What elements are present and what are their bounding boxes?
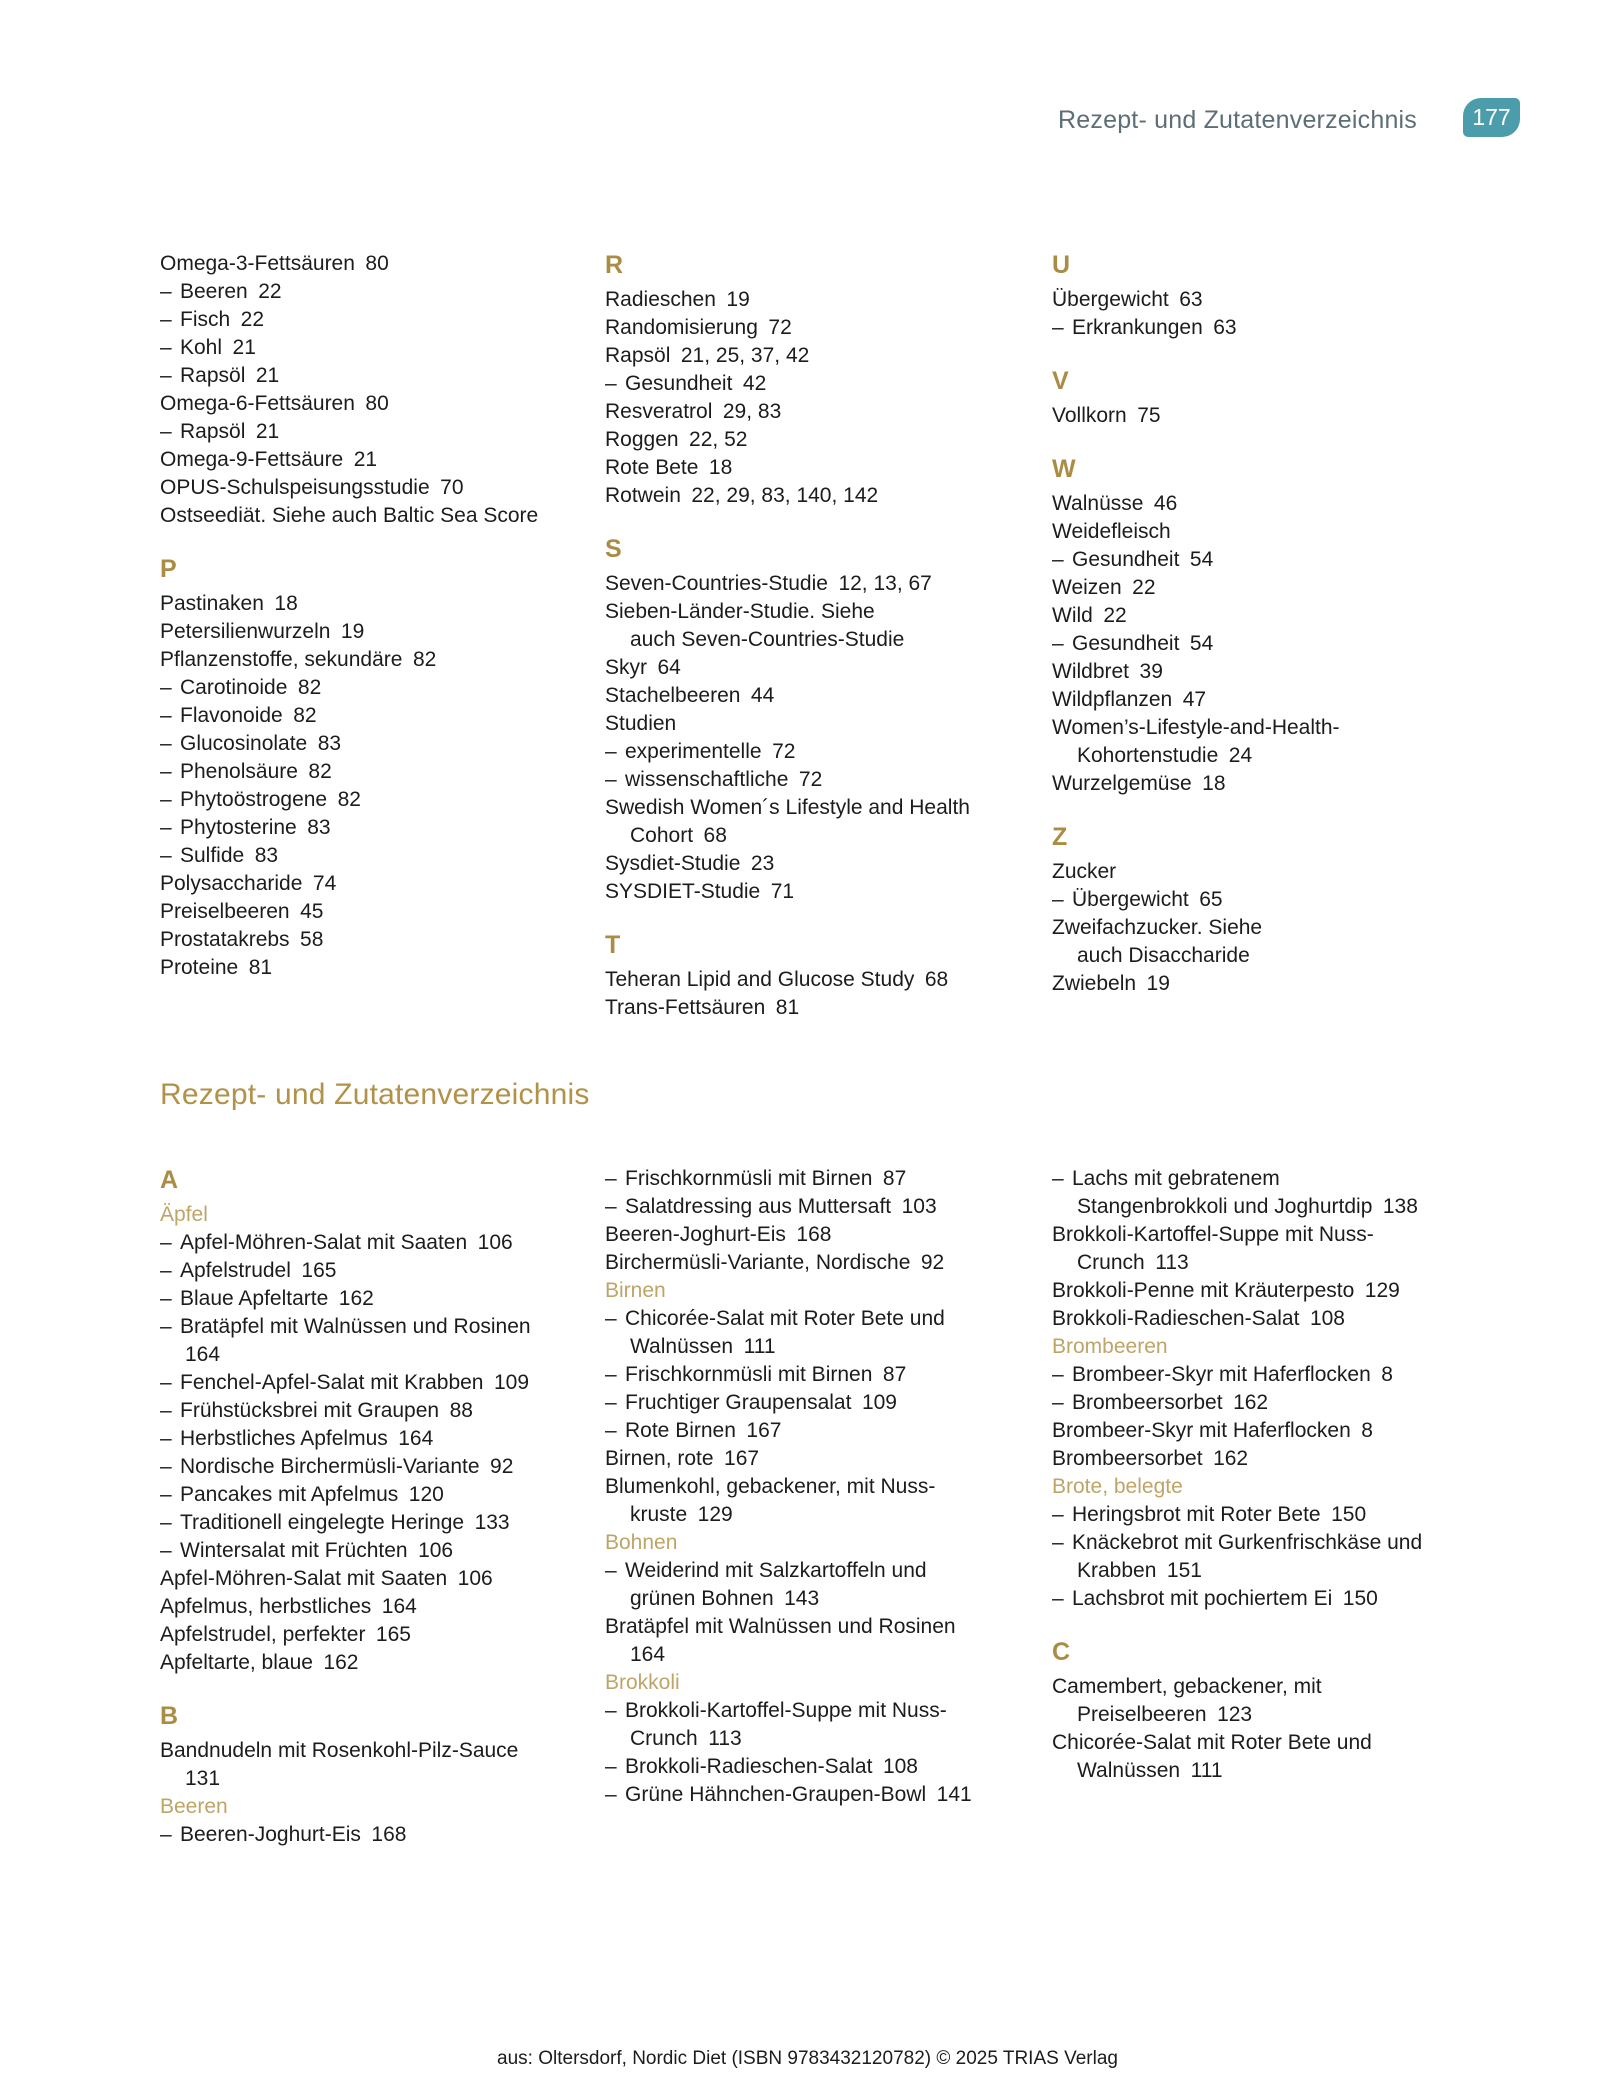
index-entry-dash: – Chicorée-Salat mit Roter Bete und <box>605 1305 1052 1333</box>
index-entry-dash: – Erkrankungen 63 <box>1052 314 1500 342</box>
index-entry-dash: – Lachs mit gebratenem <box>1052 1165 1500 1193</box>
index-entry: Brokkoli-Penne mit Kräuterpesto 129 <box>1052 1279 1400 1302</box>
index-entry: Brokkoli-Radieschen-Salat 108 <box>1052 1307 1345 1330</box>
dash-marker: – <box>160 308 172 331</box>
index-entry-dash: – Gesundheit 42 <box>605 370 1052 398</box>
index-entry: Radieschen 19 <box>605 288 750 311</box>
index-entry: Prostatakrebs 58 <box>160 928 324 951</box>
dash-marker: – <box>160 760 172 783</box>
dash-marker: – <box>1052 548 1064 571</box>
index-entry: Brombeersorbet 162 <box>1052 1447 1249 1470</box>
index-entry-continuation: Kohortenstudie 24 <box>1077 744 1253 767</box>
index-entry: Zucker <box>1052 860 1117 883</box>
index-entry-dash: – Flavonoide 82 <box>160 702 605 730</box>
index-entry: Omega-6-Fettsäuren 80 <box>160 392 389 415</box>
index-entry: Pflanzenstoffe, sekundäre 82 <box>160 648 437 671</box>
index-letter-heading: R <box>605 251 624 279</box>
index-entry-continuation: Crunch 113 <box>630 1727 742 1750</box>
index-entry-dash: – Brombeersorbet 162 <box>1052 1389 1500 1417</box>
dash-marker: – <box>1052 1587 1064 1610</box>
index-entry-continuation: 164 <box>630 1643 666 1666</box>
index-letter-heading: A <box>160 1166 179 1194</box>
index-entry: Omega-9-Fettsäure 21 <box>160 448 378 471</box>
index-entry-dash: – Heringsbrot mit Roter Bete 150 <box>1052 1501 1500 1529</box>
index-entry-dash: – Frischkornmüsli mit Birnen 87 <box>605 1361 1052 1389</box>
recipe-index-grid <box>160 1165 1505 1849</box>
index-entry-dash: – Phenolsäure 82 <box>160 758 605 786</box>
index-entry: Sieben-Länder-Studie. Siehe <box>605 600 875 623</box>
index-entry-dash: – Pancakes mit Apfelmus 120 <box>160 1481 605 1509</box>
page-number-badge: 177 <box>1463 98 1520 137</box>
index-entry: Weidefleisch <box>1052 520 1171 543</box>
index-entry: Übergewicht 63 <box>1052 288 1203 311</box>
index-entry-dash: – Rapsöl 21 <box>160 418 605 446</box>
dash-marker: – <box>605 1419 617 1442</box>
index-letter-heading: Z <box>1052 823 1068 851</box>
index-entry: Omega-3-Fettsäuren 80 <box>160 252 389 275</box>
section-title: Rezept- und Zutatenverzeichnis <box>160 1078 590 1111</box>
dash-marker: – <box>1052 1391 1064 1414</box>
footer-credit: aus: Oltersdorf, Nordic Diet (ISBN 9783432120782) © 2025 TRIAS Verlag <box>497 2048 1118 2069</box>
index-entry: Apfel-Möhren-Salat mit Saaten 106 <box>160 1567 493 1590</box>
index-entry-continuation: Stangenbrokkoli und Joghurtdip 138 <box>1077 1195 1418 1218</box>
dash-marker: – <box>160 1539 172 1562</box>
index-column <box>1052 250 1500 998</box>
index-entry: Rapsöl 21, 25, 37, 42 <box>605 344 810 367</box>
index-entry: Bratäpfel mit Walnüssen und Rosinen <box>605 1615 956 1638</box>
index-entry: Polysaccharide 74 <box>160 872 337 895</box>
index-entry: Swedish Women´s Lifestyle and Health <box>605 796 970 819</box>
dash-marker: – <box>160 704 172 727</box>
index-entry: Apfelmus, herbstliches 164 <box>160 1595 417 1618</box>
index-entry-continuation: auch Seven-Countries-Studie <box>630 628 905 651</box>
dash-marker: – <box>160 364 172 387</box>
index-entry-dash: – Fisch 22 <box>160 306 605 334</box>
index-subheading: Äpfel <box>160 1203 208 1226</box>
index-entry: Birnen, rote 167 <box>605 1447 760 1470</box>
index-entry: Women’s-Lifestyle-and-Health- <box>1052 716 1340 739</box>
index-letter-heading: S <box>605 535 622 563</box>
index-entry: Brombeer-Skyr mit Haferflocken 8 <box>1052 1419 1373 1442</box>
dash-marker: – <box>160 1259 172 1282</box>
dash-marker: – <box>160 844 172 867</box>
index-letter-heading: T <box>605 931 621 959</box>
index-entry: Wild 22 <box>1052 604 1127 627</box>
index-entry: SYSDIET-Studie 71 <box>605 880 795 903</box>
index-column <box>605 250 1052 1022</box>
index-entry-dash: – Gesundheit 54 <box>1052 630 1500 658</box>
index-entry: Vollkorn 75 <box>1052 404 1161 427</box>
index-entry-continuation: Crunch 113 <box>1077 1251 1189 1274</box>
index-entry-continuation: grünen Bohnen 143 <box>630 1587 820 1610</box>
index-entry-dash: – Herbstliches Apfelmus 164 <box>160 1425 605 1453</box>
index-entry-continuation: kruste 129 <box>630 1503 733 1526</box>
index-entry: Bandnudeln mit Rosenkohl-Pilz-Sauce <box>160 1739 519 1762</box>
index-subheading: Brokkoli <box>605 1671 680 1694</box>
index-entry: Zwiebeln 19 <box>1052 972 1170 995</box>
dash-marker: – <box>605 1783 617 1806</box>
dash-marker: – <box>160 1455 172 1478</box>
dash-marker: – <box>605 1755 617 1778</box>
index-entry: Sysdiet-Studie 23 <box>605 852 775 875</box>
index-letter-heading: W <box>1052 455 1076 483</box>
dash-marker: – <box>160 1287 172 1310</box>
dash-marker: – <box>1052 1503 1064 1526</box>
dash-marker: – <box>1052 316 1064 339</box>
index-entry: Blumenkohl, gebackener, mit Nuss- <box>605 1475 936 1498</box>
index-entry: Proteine 81 <box>160 956 273 979</box>
dash-marker: – <box>160 732 172 755</box>
dash-marker: – <box>605 740 617 763</box>
index-entry-dash: – Rote Birnen 167 <box>605 1417 1052 1445</box>
index-entry-continuation: Cohort 68 <box>630 824 727 847</box>
index-entry-dash: – Traditionell eingelegte Heringe 133 <box>160 1509 605 1537</box>
index-subheading: Brote, belegte <box>1052 1475 1183 1498</box>
index-entry: Apfeltarte, blaue 162 <box>160 1651 359 1674</box>
index-entry-dash: – Apfelstrudel 165 <box>160 1257 605 1285</box>
dash-marker: – <box>1052 1531 1064 1554</box>
dash-marker: – <box>160 1231 172 1254</box>
dash-marker: – <box>160 1511 172 1534</box>
index-entry: Randomisierung 72 <box>605 316 792 339</box>
index-entry: OPUS-Schulspeisungsstudie 70 <box>160 476 464 499</box>
index-entry-dash: – Sulfide 83 <box>160 842 605 870</box>
index-entry-dash: – Rapsöl 21 <box>160 362 605 390</box>
index-entry-dash: – Frischkornmüsli mit Birnen 87 <box>605 1165 1052 1193</box>
index-entry-continuation: Krabben 151 <box>1077 1559 1202 1582</box>
dash-marker: – <box>605 768 617 791</box>
dash-marker: – <box>605 1699 617 1722</box>
index-entry: Petersilienwurzeln 19 <box>160 620 365 643</box>
index-entry-dash: – wissenschaftliche 72 <box>605 766 1052 794</box>
index-entry-continuation: auch Disaccharide <box>1077 944 1250 967</box>
index-entry-dash: – Knäckebrot mit Gurkenfrischkäse und <box>1052 1529 1500 1557</box>
dash-marker: – <box>160 336 172 359</box>
index-entry-dash: – Lachsbrot mit pochiertem Ei 150 <box>1052 1585 1500 1613</box>
index-entry-dash: – Übergewicht 65 <box>1052 886 1500 914</box>
index-entry: Wildbret 39 <box>1052 660 1163 683</box>
index-entry-dash: – Phytoöstrogene 82 <box>160 786 605 814</box>
index-entry: Rote Bete 18 <box>605 456 733 479</box>
index-subheading: Brombeeren <box>1052 1335 1168 1358</box>
index-entry: Chicorée-Salat mit Roter Bete und <box>1052 1731 1372 1754</box>
index-entry-dash: – Beeren 22 <box>160 278 605 306</box>
dash-marker: – <box>1052 1363 1064 1386</box>
dash-marker: – <box>160 1399 172 1422</box>
index-entry: Birchermüsli-Variante, Nordische 92 <box>605 1251 945 1274</box>
index-entry: Stachelbeeren 44 <box>605 684 775 707</box>
index-letter-heading: C <box>1052 1638 1071 1666</box>
index-entry: Walnüsse 46 <box>1052 492 1178 515</box>
index-subheading: Birnen <box>605 1279 666 1302</box>
dash-marker: – <box>605 1363 617 1386</box>
index-entry: Rotwein 22, 29, 83, 140, 142 <box>605 484 879 507</box>
dash-marker: – <box>160 788 172 811</box>
index-entry: Teheran Lipid and Glucose Study 68 <box>605 968 949 991</box>
dash-marker: – <box>160 1483 172 1506</box>
index-entry-dash: – Carotinoide 82 <box>160 674 605 702</box>
dash-marker: – <box>605 1559 617 1582</box>
index-entry: Preiselbeeren 45 <box>160 900 324 923</box>
dash-marker: – <box>605 372 617 395</box>
index-entry: Beeren-Joghurt-Eis 168 <box>605 1223 832 1246</box>
dash-marker: – <box>160 1427 172 1450</box>
index-entry-dash: – Phytosterine 83 <box>160 814 605 842</box>
dash-marker: – <box>160 1823 172 1846</box>
index-subheading: Bohnen <box>605 1531 678 1554</box>
index-entry: Weizen 22 <box>1052 576 1156 599</box>
index-entry-dash: – experimentelle 72 <box>605 738 1052 766</box>
page-header <box>1058 98 1520 137</box>
dash-marker: – <box>160 676 172 699</box>
dash-marker: – <box>1052 1167 1064 1190</box>
index-letter-heading: U <box>1052 251 1071 279</box>
dash-marker: – <box>160 1371 172 1394</box>
index-entry-dash: – Fenchel-Apfel-Salat mit Krabben 109 <box>160 1369 605 1397</box>
index-entry: Ostseediät. Siehe auch Baltic Sea Score <box>160 504 539 527</box>
index-entry: Zweifachzucker. Siehe <box>1052 916 1263 939</box>
index-entry: Wildpflanzen 47 <box>1052 688 1207 711</box>
dash-marker: – <box>160 420 172 443</box>
index-column <box>160 1165 605 1849</box>
index-entry: Pastinaken 18 <box>160 592 298 615</box>
index-top-grid <box>160 250 1505 1022</box>
index-entry-continuation: Preiselbeeren 123 <box>1077 1703 1253 1726</box>
index-entry: Trans-Fettsäuren 81 <box>605 996 800 1019</box>
index-entry: Resveratrol 29, 83 <box>605 400 782 423</box>
index-entry: Roggen 22, 52 <box>605 428 748 451</box>
index-entry: Seven-Countries-Studie 12, 13, 67 <box>605 572 932 595</box>
dash-marker: – <box>160 1315 172 1338</box>
dash-marker: – <box>1052 888 1064 911</box>
index-entry: Skyr 64 <box>605 656 681 679</box>
index-entry: Wurzelgemüse 18 <box>1052 772 1226 795</box>
index-entry-dash: – Kohl 21 <box>160 334 605 362</box>
index-entry-continuation: Walnüssen 111 <box>630 1335 776 1358</box>
index-column <box>160 250 605 982</box>
dash-marker: – <box>605 1391 617 1414</box>
index-entry-dash: – Apfel-Möhren-Salat mit Saaten 106 <box>160 1229 605 1257</box>
index-letter-heading: V <box>1052 367 1069 395</box>
index-entry-dash: – Fruchtiger Graupensalat 109 <box>605 1389 1052 1417</box>
dash-marker: – <box>160 280 172 303</box>
index-entry-dash: – Bratäpfel mit Walnüssen und Rosinen <box>160 1313 605 1341</box>
index-entry-dash: – Wintersalat mit Früchten 106 <box>160 1537 605 1565</box>
index-entry-dash: – Brokkoli-Kartoffel-Suppe mit Nuss- <box>605 1697 1052 1725</box>
index-entry: Brokkoli-Kartoffel-Suppe mit Nuss- <box>1052 1223 1374 1246</box>
index-entry-dash: – Brombeer-Skyr mit Haferflocken 8 <box>1052 1361 1500 1389</box>
index-entry-dash: – Weiderind mit Salzkartoffeln und <box>605 1557 1052 1585</box>
running-header-title: Rezept- und Zutatenverzeichnis <box>1058 106 1417 134</box>
index-entry: Studien <box>605 712 677 735</box>
index-entry-dash: – Blaue Apfeltarte 162 <box>160 1285 605 1313</box>
index-entry-continuation: 164 <box>185 1343 221 1366</box>
index-entry-continuation: Walnüssen 111 <box>1077 1759 1223 1782</box>
index-entry: Camembert, gebackener, mit <box>1052 1675 1322 1698</box>
dash-marker: – <box>605 1167 617 1190</box>
index-entry-dash: – Glucosinolate 83 <box>160 730 605 758</box>
index-entry-dash: – Grüne Hähnchen-Graupen-Bowl 141 <box>605 1781 1052 1809</box>
index-entry-dash: – Nordische Birchermüsli-Variante 92 <box>160 1453 605 1481</box>
index-entry: Apfelstrudel, perfekter 165 <box>160 1623 411 1646</box>
dash-marker: – <box>605 1307 617 1330</box>
index-entry-dash: – Brokkoli-Radieschen-Salat 108 <box>605 1753 1052 1781</box>
index-entry-dash: – Frühstücksbrei mit Graupen 88 <box>160 1397 605 1425</box>
index-letter-heading: B <box>160 1702 179 1730</box>
index-entry-dash: – Gesundheit 54 <box>1052 546 1500 574</box>
dash-marker: – <box>605 1195 617 1218</box>
index-column <box>605 1165 1052 1809</box>
index-subheading: Beeren <box>160 1795 228 1818</box>
index-entry-continuation: 131 <box>185 1767 221 1790</box>
index-entry-dash: – Beeren-Joghurt-Eis 168 <box>160 1821 605 1849</box>
index-letter-heading: P <box>160 555 177 583</box>
index-column <box>1052 1165 1500 1785</box>
dash-marker: – <box>160 816 172 839</box>
index-entry-dash: – Salatdressing aus Muttersaft 103 <box>605 1193 1052 1221</box>
dash-marker: – <box>1052 632 1064 655</box>
